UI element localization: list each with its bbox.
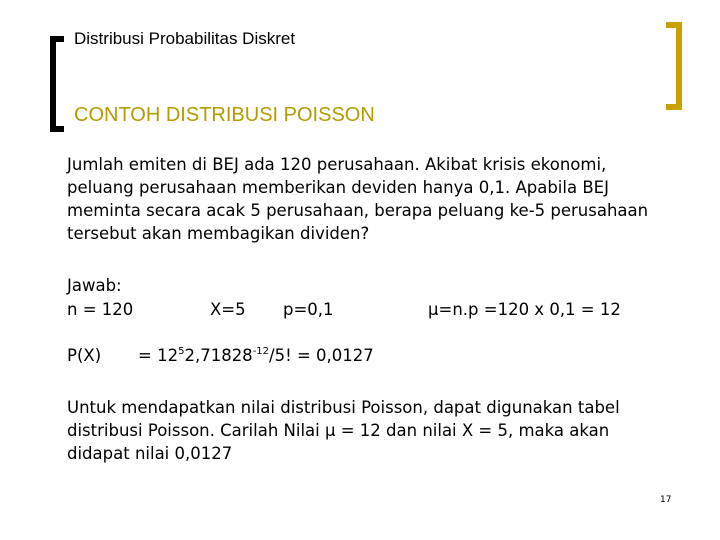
conclusion-text: Untuk mendapatkan nilai distribusi Poisson, dapat digunakan tabel distribusi Poisson. Carilah Nilai μ = 12 dan nilai X = 5, maka akan didapat nilai 0,0127	[67, 398, 620, 463]
mu-value: μ=n.p =120 x 0,1 = 12	[428, 300, 621, 319]
problem-statement: Jumlah emiten di BEJ ada 120 perusahaan. Akibat krisis ekonomi, peluang perusahaan memberikan deviden hanya 0,1. Apabila BEJ meminta secara acak 5 perusahaan, berapa peluang ke-5 perusahaan tersebut akan membagikan dividen?	[67, 155, 649, 243]
page-number: 17	[660, 495, 672, 505]
right-bracket-decoration	[666, 22, 682, 110]
n-value: n = 120	[67, 300, 134, 319]
px-label: P(X)	[67, 346, 102, 365]
x-value: X=5	[210, 300, 246, 319]
slide-subtitle: Distribusi Probabilitas Diskret	[74, 29, 296, 48]
slide-title: CONTOH DISTRIBUSI POISSON	[74, 104, 375, 126]
poisson-formula: = $12^52,71828^{-12}/5$! = 0,0127	[138, 346, 374, 365]
p-value: p=0,1	[283, 300, 334, 319]
answer-label: Jawab:	[67, 276, 122, 295]
left-bracket-decoration	[50, 36, 64, 132]
